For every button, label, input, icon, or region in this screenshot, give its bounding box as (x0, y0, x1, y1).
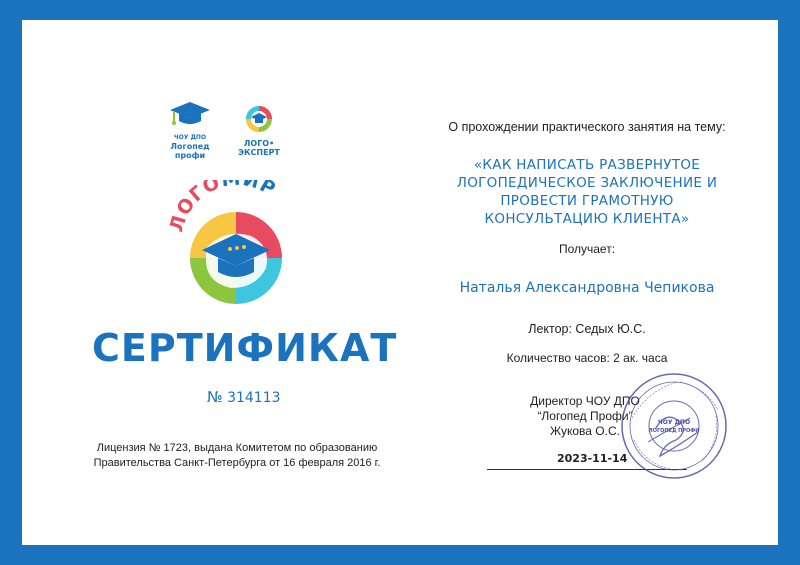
logoped-line2: Логопед (170, 142, 210, 151)
logomir-part1: ЛОГО (165, 180, 224, 235)
stamp-seal-icon (618, 370, 730, 482)
director-line1: Директор ЧОУ ДПО (530, 394, 640, 408)
director-line2: “Логопед Профи” (537, 409, 633, 423)
topic-title (422, 156, 752, 228)
logomir-logo (162, 180, 312, 310)
logomir-globe-icon (162, 180, 312, 310)
logoped-line1: ЧОУ ДПО (173, 134, 207, 141)
topic-line: КОНСУЛЬТАЦИЮ КЛИЕНТА» (484, 211, 690, 227)
topic-line: ЛОГОПЕДИЧЕСКОЕ ЗАКЛЮЧЕНИЕ И (456, 175, 718, 191)
logoped-line3: профи (174, 151, 206, 160)
stamp-line2: ЛОГОПЕД ПРОФИ (648, 428, 700, 434)
certificate-number (207, 388, 281, 406)
stamp-line1: ЧОУ ДПО (657, 419, 691, 426)
hours-text: Количество часов: 2 ак. часа (506, 351, 668, 365)
logoexpert-line1: ЛОГО• (243, 139, 275, 148)
lector-text: Лектор: Седых Ю.С. (528, 322, 646, 336)
logo-expert-logo (234, 104, 284, 157)
number-sign: № (207, 388, 223, 406)
recipient-name: Наталья Александровна Чепикова (459, 280, 715, 296)
globe-cap-icon (244, 104, 274, 134)
license-text (62, 441, 412, 471)
certificate-title: СЕРТИФИКАТ (92, 326, 398, 370)
director-line3: Жукова О.С. (550, 424, 620, 438)
official-stamp (618, 370, 730, 482)
number-value: 314113 (227, 390, 281, 406)
logoped-profi-logo (165, 98, 215, 160)
topic-line: «КАК НАПИСАТЬ РАЗВЕРНУТОЕ (473, 157, 701, 173)
intro-text: О прохождении практического занятия на тему: (448, 120, 726, 134)
logoexpert-line2: ЭКСПЕРТ (238, 148, 280, 157)
topic-line: ПРОВЕСТИ ГРАМОТНУЮ (500, 193, 674, 209)
signature-date: 2023-11-14 (557, 452, 628, 465)
receives-label: Получает: (558, 242, 616, 256)
certificate-sheet (22, 20, 778, 545)
license-line2: Правительства Санкт-Петербурга от 16 февраля 2016 г. (93, 457, 381, 469)
license-line1: Лицензия № 1723, выдана Комитетом по образованию (96, 442, 378, 454)
logomir-part2: ИР (240, 180, 280, 201)
graduation-cap-icon (168, 98, 212, 128)
